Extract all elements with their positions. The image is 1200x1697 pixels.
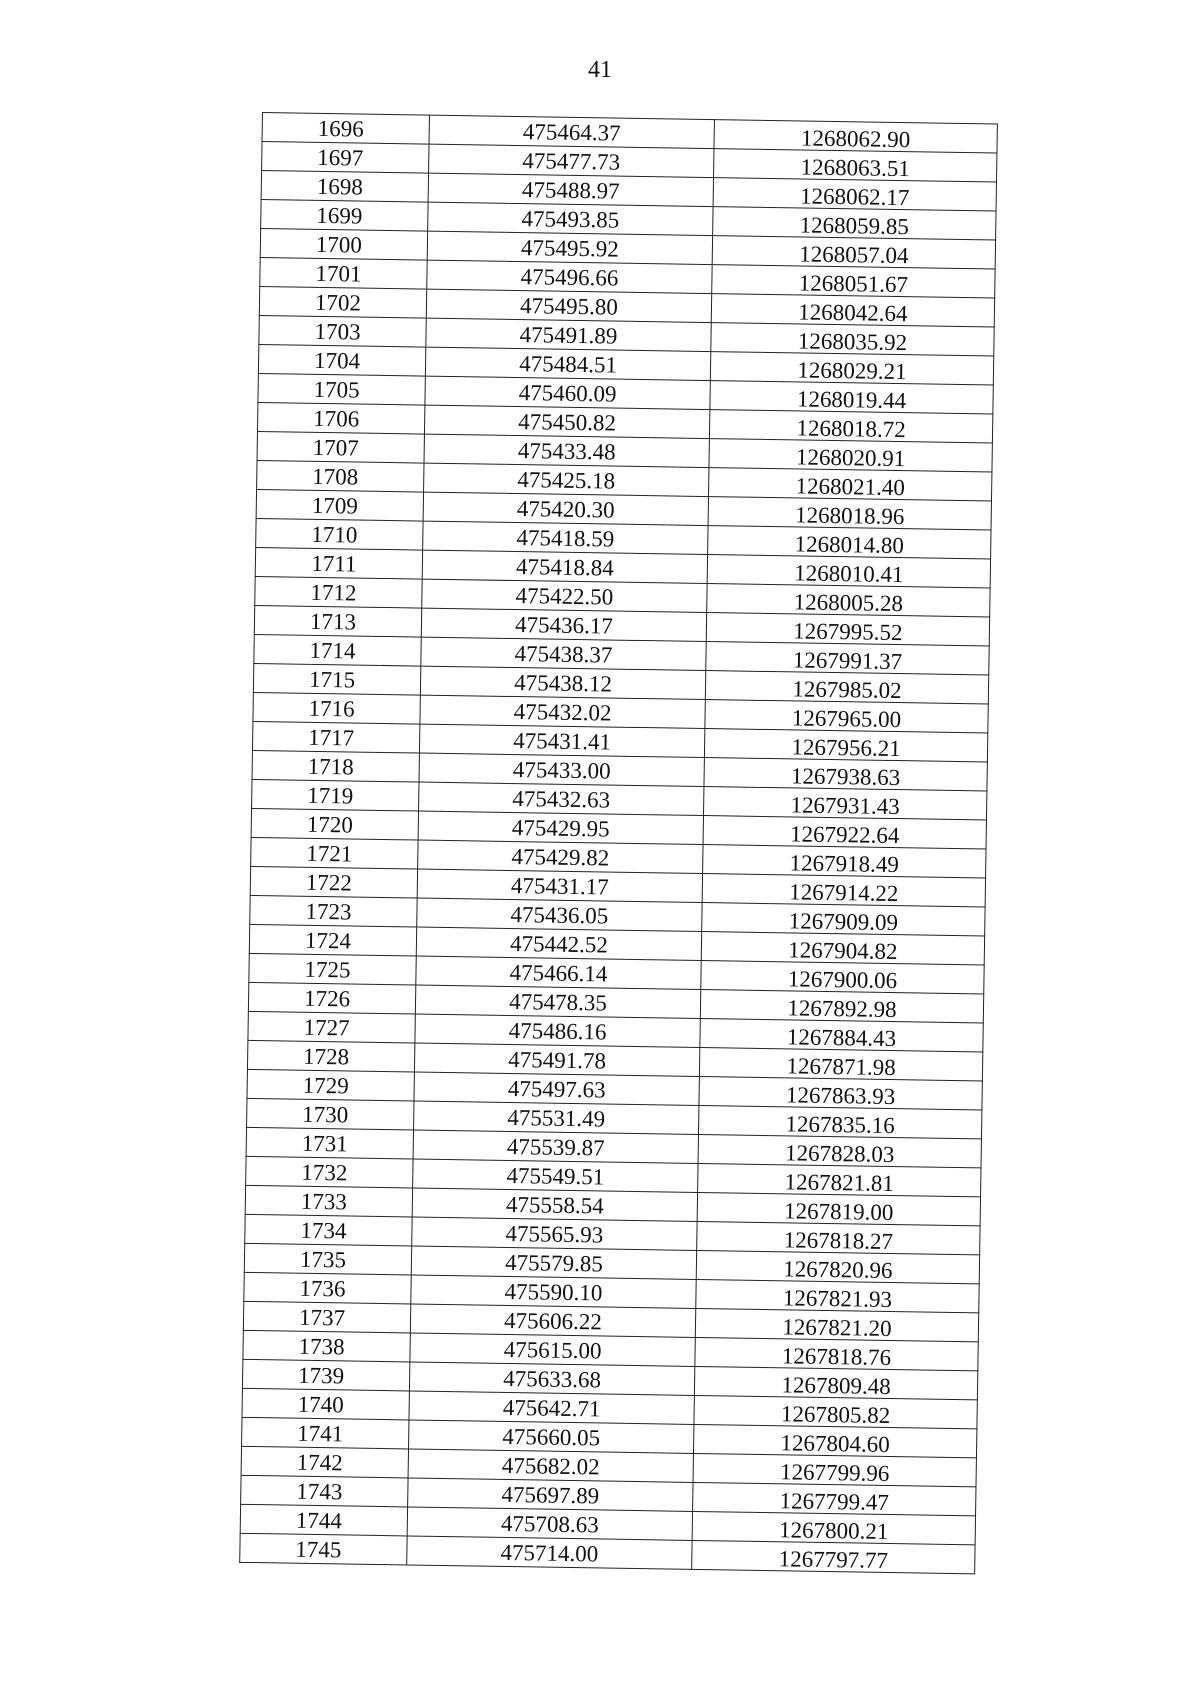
y-coordinate-cell: 1268029.21 bbox=[710, 352, 993, 385]
x-coordinate-cell: 475660.05 bbox=[409, 1420, 694, 1453]
x-coordinate-cell: 475539.87 bbox=[413, 1130, 698, 1163]
point-number-cell: 1708 bbox=[257, 460, 424, 492]
x-coordinate-cell: 475549.51 bbox=[413, 1159, 698, 1192]
point-number-cell: 1715 bbox=[253, 663, 420, 695]
y-coordinate-cell: 1267965.00 bbox=[705, 700, 988, 733]
point-number-cell: 1733 bbox=[245, 1185, 412, 1217]
x-coordinate-cell: 475606.22 bbox=[410, 1304, 695, 1337]
y-coordinate-cell: 1267828.03 bbox=[698, 1134, 981, 1167]
point-number-cell: 1730 bbox=[247, 1098, 414, 1130]
page-number: 41 bbox=[588, 57, 612, 83]
point-number-cell: 1713 bbox=[254, 605, 421, 637]
point-number-cell: 1723 bbox=[250, 895, 417, 927]
x-coordinate-cell: 475466.14 bbox=[416, 956, 701, 989]
point-number-cell: 1716 bbox=[253, 692, 420, 724]
point-number-cell: 1700 bbox=[260, 228, 427, 260]
y-coordinate-cell: 1268020.91 bbox=[709, 439, 992, 472]
point-number-cell: 1710 bbox=[256, 518, 423, 550]
y-coordinate-cell: 1268063.51 bbox=[714, 149, 997, 182]
point-number-cell: 1719 bbox=[252, 779, 419, 811]
x-coordinate-cell: 475497.63 bbox=[414, 1072, 699, 1105]
y-coordinate-cell: 1267797.77 bbox=[692, 1540, 975, 1573]
y-coordinate-cell: 1267995.52 bbox=[706, 613, 989, 646]
x-coordinate-cell: 475558.54 bbox=[412, 1188, 697, 1221]
point-number-cell: 1717 bbox=[252, 721, 419, 753]
x-coordinate-cell: 475460.09 bbox=[425, 376, 710, 409]
y-coordinate-cell: 1268051.67 bbox=[712, 265, 995, 298]
point-number-cell: 1711 bbox=[255, 547, 422, 579]
y-coordinate-cell: 1268018.72 bbox=[709, 410, 992, 443]
x-coordinate-cell: 475486.16 bbox=[415, 1014, 700, 1047]
y-coordinate-cell: 1267805.82 bbox=[694, 1395, 977, 1428]
x-coordinate-cell: 475590.10 bbox=[411, 1275, 696, 1308]
coordinates-table bbox=[239, 112, 998, 1574]
y-coordinate-cell: 1268005.28 bbox=[707, 584, 990, 617]
y-coordinate-cell: 1267799.96 bbox=[693, 1453, 976, 1486]
y-coordinate-cell: 1267799.47 bbox=[693, 1482, 976, 1515]
x-coordinate-cell: 475478.35 bbox=[415, 985, 700, 1018]
point-number-cell: 1729 bbox=[247, 1069, 414, 1101]
x-coordinate-cell: 475433.48 bbox=[424, 434, 709, 467]
y-coordinate-cell: 1267918.49 bbox=[703, 845, 986, 878]
point-number-cell: 1743 bbox=[241, 1475, 408, 1507]
point-number-cell: 1721 bbox=[251, 837, 418, 869]
x-coordinate-cell: 475432.63 bbox=[419, 782, 704, 815]
x-coordinate-cell: 475438.37 bbox=[421, 637, 706, 670]
x-coordinate-cell: 475491.78 bbox=[414, 1043, 699, 1076]
point-number-cell: 1727 bbox=[248, 1011, 415, 1043]
y-coordinate-cell: 1268042.64 bbox=[711, 294, 994, 327]
y-coordinate-cell: 1267985.02 bbox=[705, 671, 988, 704]
x-coordinate-cell: 475433.00 bbox=[419, 753, 704, 786]
point-number-cell: 1725 bbox=[249, 953, 416, 985]
point-number-cell: 1697 bbox=[262, 142, 429, 174]
x-coordinate-cell: 475708.63 bbox=[407, 1507, 692, 1540]
y-coordinate-cell: 1267909.09 bbox=[702, 903, 985, 936]
point-number-cell: 1745 bbox=[240, 1533, 407, 1565]
y-coordinate-cell: 1268010.41 bbox=[707, 555, 990, 588]
x-coordinate-cell: 475429.95 bbox=[418, 811, 703, 844]
point-number-cell: 1741 bbox=[242, 1417, 409, 1449]
y-coordinate-cell: 1267991.37 bbox=[706, 642, 989, 675]
x-coordinate-cell: 475436.17 bbox=[421, 608, 706, 641]
point-number-cell: 1731 bbox=[246, 1127, 413, 1159]
point-number-cell: 1709 bbox=[256, 489, 423, 521]
point-number-cell: 1724 bbox=[249, 924, 416, 956]
x-coordinate-cell: 475425.18 bbox=[424, 463, 709, 496]
y-coordinate-cell: 1267892.98 bbox=[700, 990, 983, 1023]
y-coordinate-cell: 1267884.43 bbox=[700, 1018, 983, 1051]
x-coordinate-cell: 475438.12 bbox=[420, 666, 705, 699]
point-number-cell: 1704 bbox=[258, 344, 425, 376]
point-number-cell: 1714 bbox=[254, 634, 421, 666]
x-coordinate-cell: 475484.51 bbox=[425, 347, 710, 380]
y-coordinate-cell: 1268062.90 bbox=[714, 120, 997, 153]
y-coordinate-cell: 1268035.92 bbox=[711, 323, 994, 356]
y-coordinate-cell: 1267809.48 bbox=[694, 1366, 977, 1399]
point-number-cell: 1744 bbox=[240, 1504, 407, 1536]
x-coordinate-cell: 475714.00 bbox=[407, 1536, 692, 1569]
point-number-cell: 1742 bbox=[241, 1446, 408, 1478]
y-coordinate-cell: 1267800.21 bbox=[692, 1511, 975, 1544]
x-coordinate-cell: 475495.92 bbox=[427, 231, 712, 264]
point-number-cell: 1722 bbox=[250, 866, 417, 898]
y-coordinate-cell: 1268021.40 bbox=[709, 468, 992, 501]
x-coordinate-cell: 475633.68 bbox=[409, 1362, 694, 1395]
x-coordinate-cell: 475615.00 bbox=[410, 1333, 695, 1366]
point-number-cell: 1707 bbox=[257, 431, 424, 463]
y-coordinate-cell: 1267900.06 bbox=[701, 961, 984, 994]
x-coordinate-cell: 475431.41 bbox=[419, 724, 704, 757]
y-coordinate-cell: 1267819.00 bbox=[697, 1192, 980, 1225]
point-number-cell: 1739 bbox=[242, 1359, 409, 1391]
y-coordinate-cell: 1268059.85 bbox=[713, 207, 996, 240]
point-number-cell: 1736 bbox=[244, 1272, 411, 1304]
x-coordinate-cell: 475491.89 bbox=[426, 318, 711, 351]
point-number-cell: 1738 bbox=[243, 1330, 410, 1362]
point-number-cell: 1718 bbox=[252, 750, 419, 782]
point-number-cell: 1696 bbox=[262, 113, 429, 145]
point-number-cell: 1706 bbox=[257, 402, 424, 434]
y-coordinate-cell: 1267818.27 bbox=[697, 1221, 980, 1254]
x-coordinate-cell: 475531.49 bbox=[414, 1101, 699, 1134]
x-coordinate-cell: 475565.93 bbox=[412, 1217, 697, 1250]
x-coordinate-cell: 475450.82 bbox=[424, 405, 709, 438]
y-coordinate-cell: 1268057.04 bbox=[712, 236, 995, 269]
point-number-cell: 1703 bbox=[259, 315, 426, 347]
point-number-cell: 1726 bbox=[248, 982, 415, 1014]
y-coordinate-cell: 1267914.22 bbox=[702, 874, 985, 907]
y-coordinate-cell: 1267904.82 bbox=[701, 932, 984, 965]
point-number-cell: 1698 bbox=[261, 171, 428, 203]
y-coordinate-cell: 1267820.96 bbox=[696, 1250, 979, 1283]
point-number-cell: 1740 bbox=[242, 1388, 409, 1420]
x-coordinate-cell: 475488.97 bbox=[428, 173, 713, 206]
y-coordinate-cell: 1268014.80 bbox=[708, 526, 991, 559]
x-coordinate-cell: 475493.85 bbox=[428, 202, 713, 235]
point-number-cell: 1720 bbox=[251, 808, 418, 840]
point-number-cell: 1701 bbox=[260, 257, 427, 289]
y-coordinate-cell: 1267821.93 bbox=[696, 1279, 979, 1312]
y-coordinate-cell: 1267871.98 bbox=[699, 1047, 982, 1080]
x-coordinate-cell: 475420.30 bbox=[423, 492, 708, 525]
x-coordinate-cell: 475418.59 bbox=[423, 521, 708, 554]
x-coordinate-cell: 475422.50 bbox=[422, 579, 707, 612]
point-number-cell: 1735 bbox=[244, 1243, 411, 1275]
coordinates-table-body bbox=[240, 113, 998, 1574]
x-coordinate-cell: 475418.84 bbox=[422, 550, 707, 583]
x-coordinate-cell: 475495.80 bbox=[426, 289, 711, 322]
y-coordinate-cell: 1267821.81 bbox=[698, 1163, 981, 1196]
x-coordinate-cell: 475477.73 bbox=[429, 144, 714, 177]
point-number-cell: 1732 bbox=[246, 1156, 413, 1188]
x-coordinate-cell: 475697.89 bbox=[408, 1478, 693, 1511]
y-coordinate-cell: 1267922.64 bbox=[703, 816, 986, 849]
y-coordinate-cell: 1267818.76 bbox=[695, 1337, 978, 1370]
y-coordinate-cell: 1267821.20 bbox=[695, 1308, 978, 1341]
y-coordinate-cell: 1267931.43 bbox=[704, 787, 987, 820]
x-coordinate-cell: 475436.05 bbox=[417, 898, 702, 931]
y-coordinate-cell: 1267938.63 bbox=[704, 758, 987, 791]
x-coordinate-cell: 475642.71 bbox=[409, 1391, 694, 1424]
x-coordinate-cell: 475442.52 bbox=[416, 927, 701, 960]
x-coordinate-cell: 475682.02 bbox=[408, 1449, 693, 1482]
y-coordinate-cell: 1268018.96 bbox=[708, 497, 991, 530]
y-coordinate-cell: 1267804.60 bbox=[693, 1424, 976, 1457]
y-coordinate-cell: 1267835.16 bbox=[698, 1105, 981, 1138]
x-coordinate-cell: 475464.37 bbox=[429, 115, 714, 148]
x-coordinate-cell: 475431.17 bbox=[417, 869, 702, 902]
point-number-cell: 1699 bbox=[261, 199, 428, 231]
y-coordinate-cell: 1268019.44 bbox=[710, 381, 993, 414]
point-number-cell: 1702 bbox=[259, 286, 426, 318]
point-number-cell: 1737 bbox=[243, 1301, 410, 1333]
point-number-cell: 1712 bbox=[255, 576, 422, 608]
y-coordinate-cell: 1267956.21 bbox=[704, 729, 987, 762]
y-coordinate-cell: 1268062.17 bbox=[713, 178, 996, 211]
x-coordinate-cell: 475429.82 bbox=[418, 840, 703, 873]
x-coordinate-cell: 475496.66 bbox=[427, 260, 712, 293]
point-number-cell: 1705 bbox=[258, 373, 425, 405]
y-coordinate-cell: 1267863.93 bbox=[699, 1076, 982, 1109]
point-number-cell: 1728 bbox=[247, 1040, 414, 1072]
x-coordinate-cell: 475579.85 bbox=[411, 1246, 696, 1279]
point-number-cell: 1734 bbox=[245, 1214, 412, 1246]
x-coordinate-cell: 475432.02 bbox=[420, 695, 705, 728]
